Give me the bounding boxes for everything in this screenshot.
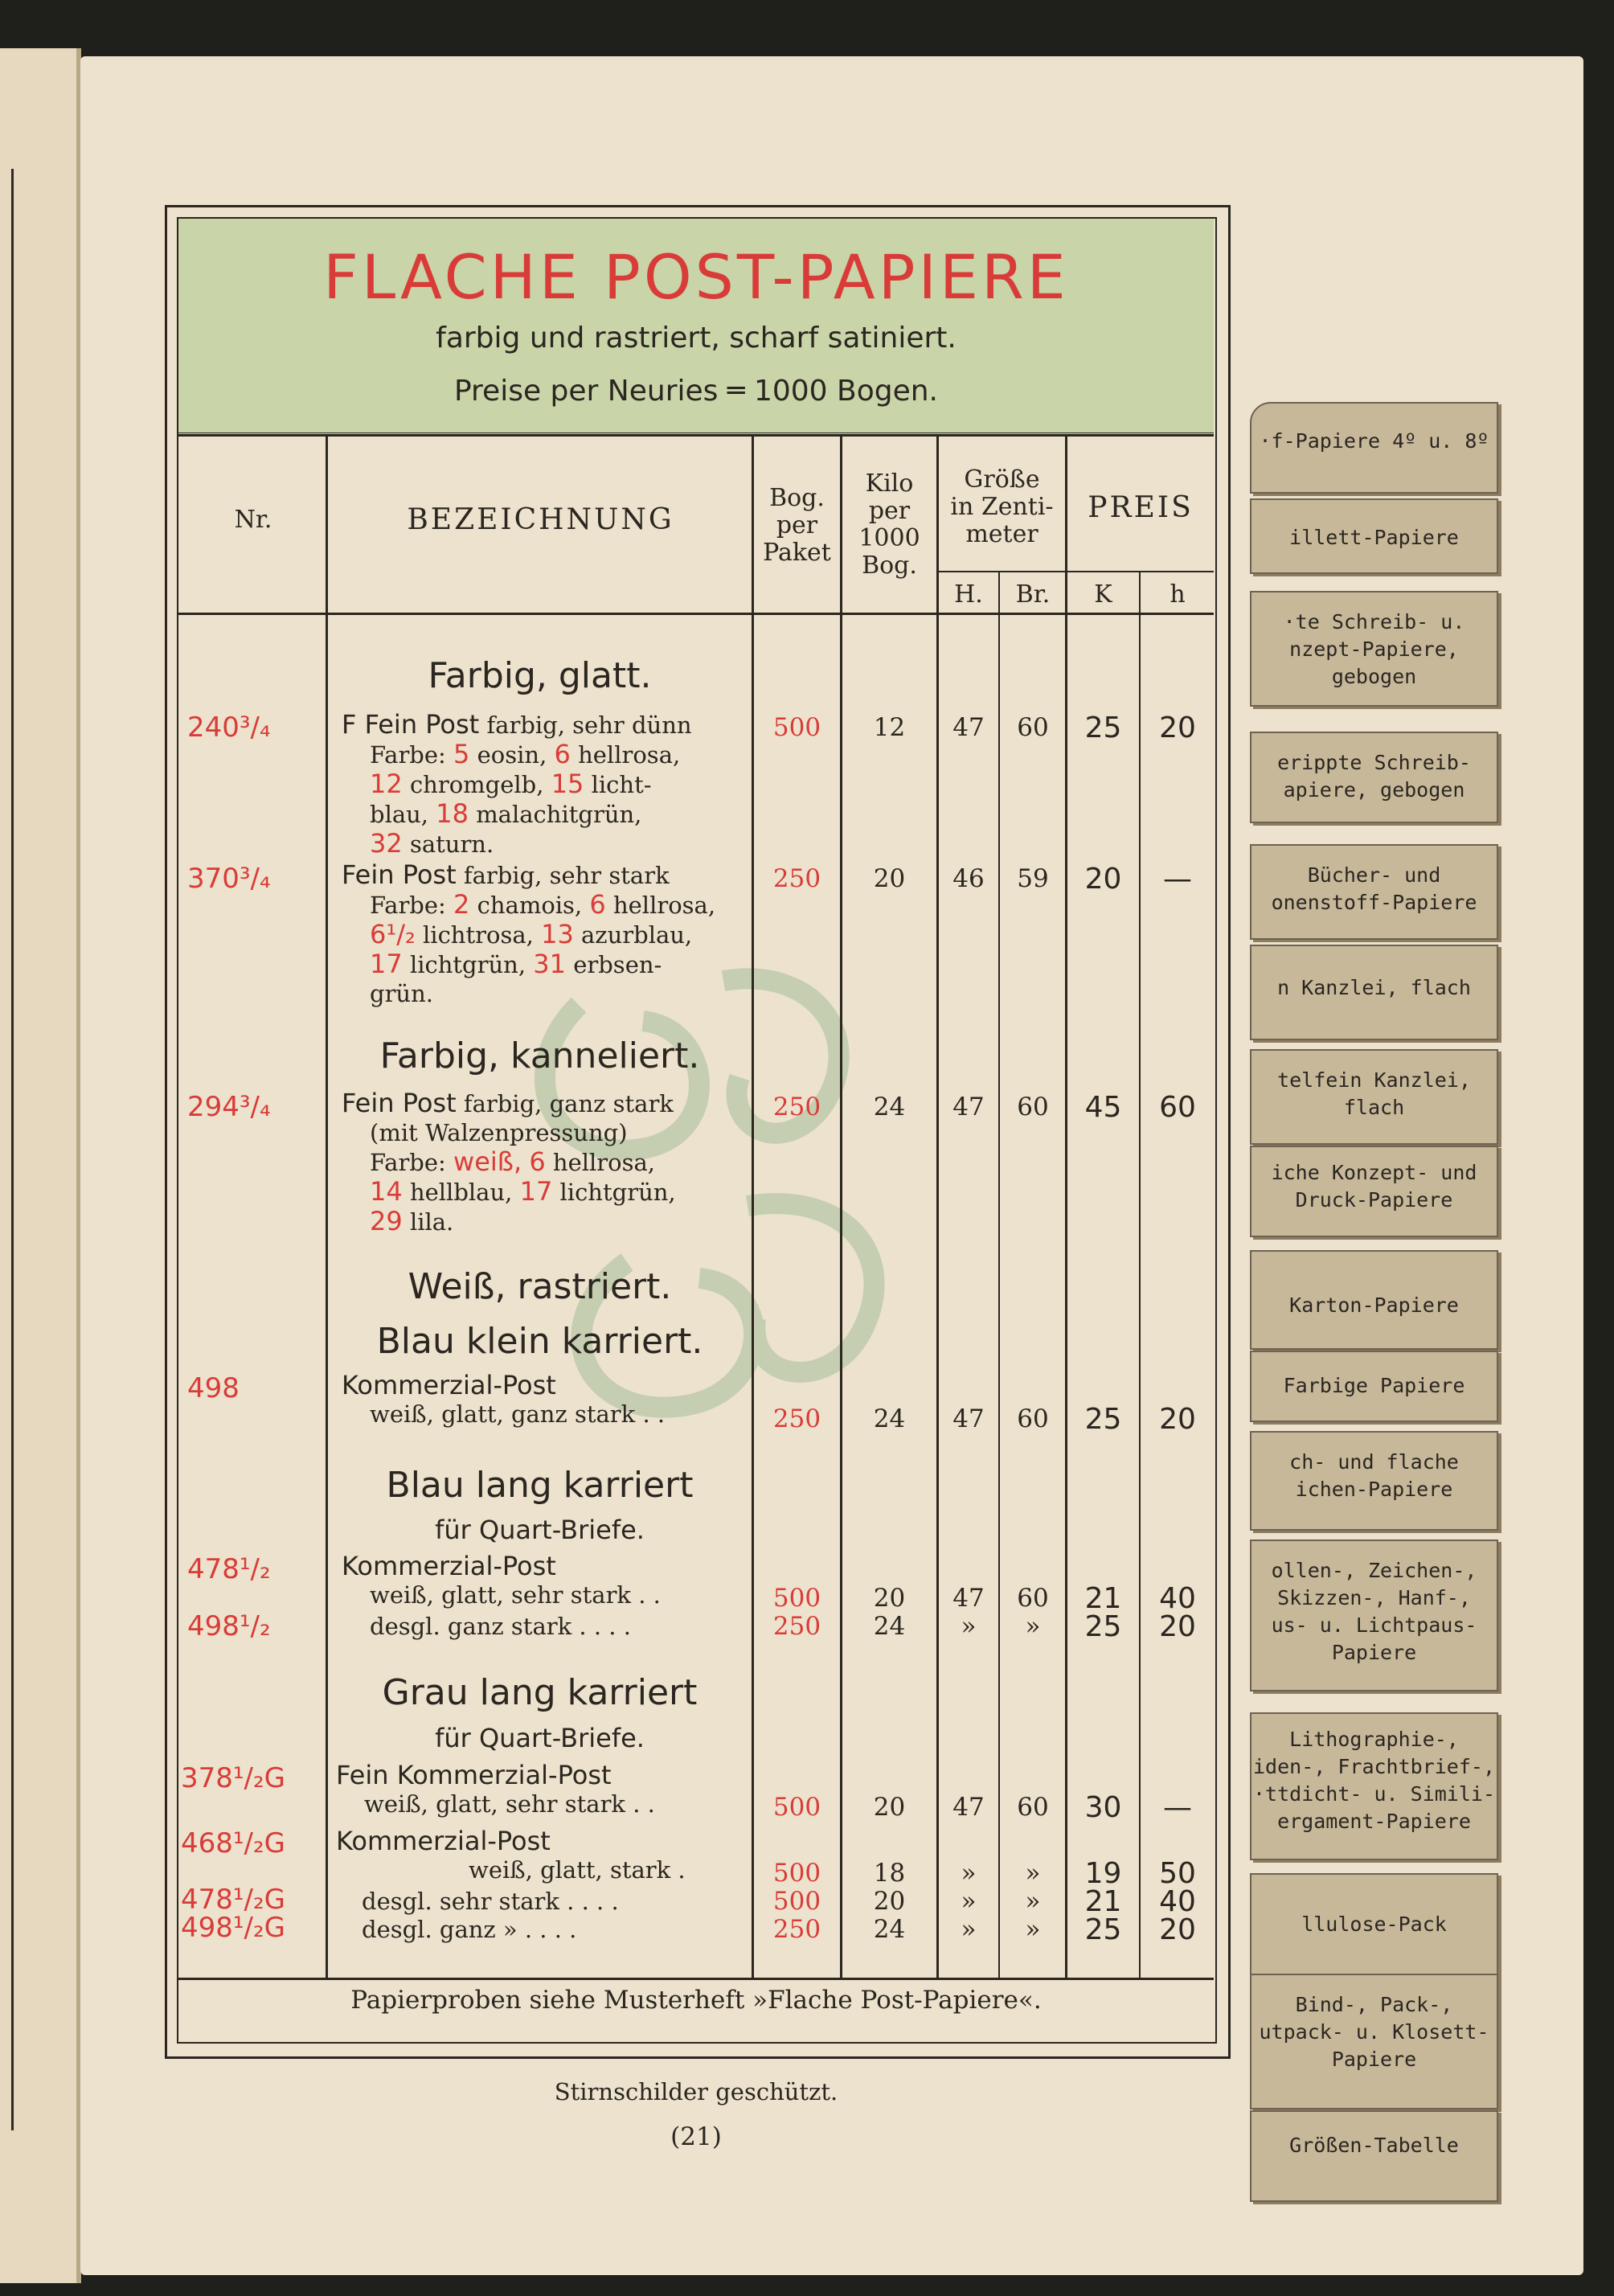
color-code: 14 bbox=[370, 1176, 403, 1207]
tab-label: us- u. Lichtpaus- bbox=[1271, 1613, 1477, 1637]
tab-label: Papiere bbox=[1331, 1641, 1417, 1664]
footer-note: Papierproben siehe Musterheft »Flache Post-Papiere«. bbox=[350, 1986, 1042, 2015]
cell-kilo: 24 bbox=[873, 1612, 906, 1641]
cell-br: 60 bbox=[1017, 1584, 1049, 1613]
color-code: 2 bbox=[453, 889, 470, 920]
cell-h: 47 bbox=[952, 1404, 985, 1433]
cell-br: » bbox=[1025, 1859, 1041, 1888]
cell-br: » bbox=[1025, 1887, 1041, 1916]
tab-label: ichen-Papiere bbox=[1295, 1478, 1453, 1501]
color-code: 31 bbox=[533, 949, 566, 979]
row-description bbox=[342, 1371, 748, 1429]
tab-label: Farbige Papiere bbox=[1283, 1374, 1465, 1397]
col-header-groesse-1: Größe bbox=[964, 465, 1040, 494]
cell-h: 47 bbox=[952, 1793, 985, 1822]
color-name: grün. bbox=[370, 980, 433, 1007]
col-header-kilo-2: per bbox=[868, 497, 911, 525]
row-nr: 498¹/₂ bbox=[187, 1610, 271, 1642]
tab-label: utpack- u. Klosett- bbox=[1259, 2020, 1489, 2044]
tab-farbige-papiere[interactable] bbox=[1250, 1351, 1498, 1422]
tab-buecher-papiere[interactable] bbox=[1250, 844, 1498, 940]
cell-bog: 500 bbox=[772, 1584, 821, 1613]
section-title: Grau lang karriert bbox=[382, 1672, 698, 1713]
col-header-bog-3: Paket bbox=[763, 539, 831, 567]
section-subtitle: für Quart-Briefe. bbox=[435, 1515, 645, 1545]
row-nr: 240³/₄ bbox=[187, 711, 271, 744]
left-page-frame bbox=[0, 169, 14, 2130]
color-name: chromgelb, bbox=[409, 771, 544, 798]
cell-k: 25 bbox=[1084, 1913, 1122, 1946]
product-desc: farbig, sehr stark bbox=[463, 862, 670, 889]
product-name: F Fein Post bbox=[342, 709, 480, 740]
tab-label: Papiere bbox=[1331, 2048, 1417, 2071]
cell-br: » bbox=[1025, 1612, 1041, 1641]
tab-billett-papiere[interactable] bbox=[1250, 498, 1498, 574]
tab-label: flach bbox=[1343, 1096, 1405, 1119]
row-nr: 478¹/₂G bbox=[181, 1884, 285, 1916]
col-divider-4 bbox=[936, 436, 939, 1978]
row-nr: 498¹/₂G bbox=[181, 1912, 285, 1944]
col-header-bog-1: Bog. bbox=[769, 484, 825, 512]
tab-label: n Kanzlei, flach bbox=[1277, 976, 1471, 999]
cell-bog: 250 bbox=[772, 1915, 821, 1944]
section-title: Farbig, kanneliert. bbox=[379, 1035, 700, 1076]
tab-label: onenstoff-Papiere bbox=[1271, 891, 1477, 914]
col-divider-5 bbox=[1065, 436, 1067, 1978]
color-code: 5 bbox=[453, 739, 470, 769]
cell-hh: — bbox=[1163, 863, 1192, 896]
col-header-kilo-1: Kilo bbox=[865, 469, 914, 498]
cell-bog: 500 bbox=[772, 713, 821, 742]
row-nr: 378¹/₂G bbox=[181, 1762, 285, 1794]
product-name: Fein Post bbox=[342, 1088, 457, 1118]
col-divider-kh bbox=[1139, 572, 1141, 1978]
cell-h: » bbox=[961, 1612, 977, 1641]
cell-hh: 20 bbox=[1159, 1610, 1196, 1643]
tab-label: Bind-, Pack-, bbox=[1295, 1993, 1453, 2016]
cell-k: 21 bbox=[1084, 1582, 1122, 1615]
cell-k: 25 bbox=[1084, 1403, 1122, 1436]
cell-h: » bbox=[961, 1915, 977, 1944]
tab-label: Skizzen-, Hanf-, bbox=[1277, 1586, 1471, 1609]
product-desc: weiß, glatt, sehr stark . . bbox=[364, 1790, 655, 1818]
cell-kilo: 24 bbox=[873, 1404, 906, 1433]
product-name: Kommerzial-Post bbox=[342, 1370, 556, 1400]
cell-hh: 40 bbox=[1159, 1582, 1196, 1615]
header-rule-bottom bbox=[178, 613, 1214, 615]
cell-k: 20 bbox=[1084, 863, 1122, 896]
color-name: hellrosa, bbox=[578, 741, 681, 769]
color-name: lichtgrün, bbox=[409, 951, 526, 978]
cell-br: 60 bbox=[1017, 1404, 1049, 1433]
color-name: lichtrosa, bbox=[423, 921, 534, 949]
cell-kilo: 20 bbox=[873, 1584, 906, 1613]
color-code: 6 bbox=[589, 889, 606, 920]
cell-kilo: 20 bbox=[873, 864, 906, 893]
cell-br: 60 bbox=[1017, 1093, 1049, 1121]
section-title: Blau klein karriert. bbox=[376, 1321, 703, 1362]
cell-bog: 500 bbox=[772, 1859, 821, 1888]
color-name: erbsen- bbox=[573, 951, 662, 978]
cell-bog: 250 bbox=[772, 1612, 821, 1641]
tab-label: Lithographie-, bbox=[1289, 1728, 1459, 1751]
cell-hh: 40 bbox=[1159, 1885, 1196, 1918]
product-name: Kommerzial-Post bbox=[342, 1551, 556, 1581]
farbe-label: Farbe: bbox=[370, 892, 446, 919]
color-name: hellrosa, bbox=[552, 1149, 656, 1176]
tab-label: ch- und flache bbox=[1289, 1450, 1459, 1474]
tab-label: Druck-Papiere bbox=[1295, 1188, 1453, 1212]
tab-label: telfein Kanzlei, bbox=[1277, 1068, 1471, 1092]
cell-hh: 20 bbox=[1159, 1403, 1196, 1436]
col-divider-3 bbox=[840, 436, 842, 1978]
cell-k: 30 bbox=[1084, 1791, 1122, 1824]
product-desc-2: (mit Walzenpressung) bbox=[370, 1119, 628, 1146]
cell-hh: — bbox=[1163, 1791, 1192, 1824]
tab-label: ·te Schreib- u. bbox=[1283, 610, 1465, 633]
farbe-label: Farbe: bbox=[370, 741, 446, 769]
row-description bbox=[336, 1827, 748, 1884]
color-name: eosin, bbox=[477, 741, 547, 769]
cell-k: 45 bbox=[1084, 1091, 1122, 1124]
cell-kilo: 18 bbox=[873, 1859, 906, 1888]
tab-konzept-druck-papiere[interactable] bbox=[1250, 1146, 1498, 1237]
product-desc: farbig, sehr dünn bbox=[486, 711, 692, 739]
color-name: lila. bbox=[409, 1208, 454, 1236]
col-header-bog bbox=[754, 485, 840, 567]
tab-label: Bücher- und bbox=[1307, 863, 1441, 887]
color-code: 6¹/₂ bbox=[370, 919, 416, 949]
cell-k: 25 bbox=[1084, 711, 1122, 744]
tab-mittelfein-kanzlei[interactable] bbox=[1250, 1049, 1498, 1145]
section-title: Farbig, glatt. bbox=[428, 655, 652, 696]
col-header-bezeichnung: BEZEICHNUNG bbox=[407, 503, 674, 536]
page-title: FLACHE POST-PAPIERE bbox=[323, 241, 1069, 313]
col-header-kilo-3: 1000 bbox=[858, 524, 920, 552]
tab-schreib-papiere[interactable] bbox=[1250, 402, 1498, 494]
product-desc: weiß, glatt, ganz stark . . bbox=[370, 1400, 666, 1428]
product-desc: farbig, ganz stark bbox=[463, 1090, 674, 1117]
tab-label: nzept-Papiere, bbox=[1289, 638, 1459, 661]
col-header-kilo-4: Bog. bbox=[862, 551, 917, 580]
product-name: Fein Kommerzial-Post bbox=[336, 1760, 612, 1790]
col-header-kilo bbox=[842, 470, 936, 580]
color-name: hellblau, bbox=[409, 1179, 513, 1206]
cell-kilo: 20 bbox=[873, 1793, 906, 1822]
tab-label: Größen-Tabelle bbox=[1289, 2134, 1459, 2157]
row-description bbox=[342, 710, 748, 859]
color-name: lichtgrün, bbox=[559, 1179, 676, 1206]
color-code: 6 bbox=[529, 1146, 546, 1177]
cell-kilo: 12 bbox=[873, 713, 906, 742]
cell-k: 25 bbox=[1084, 1610, 1122, 1643]
col-header-h: H. bbox=[954, 580, 983, 609]
col-divider-2 bbox=[752, 436, 754, 1978]
row-description bbox=[342, 1552, 748, 1609]
tab-label: ·ttdicht- u. Simili- bbox=[1252, 1782, 1496, 1806]
color-code: 29 bbox=[370, 1206, 403, 1236]
cell-bog: 500 bbox=[772, 1793, 821, 1822]
cell-br: 60 bbox=[1017, 1793, 1049, 1822]
col-header-bog-2: per bbox=[776, 511, 818, 539]
table-rule-bottom bbox=[178, 1978, 1214, 1980]
tab-label: ollen-, Zeichen-, bbox=[1271, 1559, 1477, 1582]
color-name: saturn. bbox=[409, 830, 494, 858]
cell-kilo: 20 bbox=[873, 1887, 906, 1916]
tab-karton-papiere[interactable] bbox=[1250, 1250, 1498, 1350]
color-code: 32 bbox=[370, 828, 403, 859]
tab-label: ergament-Papiere bbox=[1277, 1810, 1471, 1833]
cell-hh: 50 bbox=[1159, 1857, 1196, 1890]
cell-br: 59 bbox=[1017, 864, 1049, 893]
row-nr: 498 bbox=[187, 1372, 240, 1404]
cell-bog: 250 bbox=[772, 864, 821, 893]
row-nr: 478¹/₂ bbox=[187, 1553, 271, 1585]
subtitle: farbig und rastriert, scharf satiniert. bbox=[436, 322, 957, 355]
cell-bog: 250 bbox=[772, 1404, 821, 1433]
color-name: licht- bbox=[591, 771, 652, 798]
tab-label: erippte Schreib- bbox=[1277, 751, 1471, 774]
col-header-groesse-3: meter bbox=[965, 520, 1038, 548]
cell-br: 60 bbox=[1017, 713, 1049, 742]
color-code: 15 bbox=[551, 769, 584, 799]
cell-k: 19 bbox=[1084, 1857, 1122, 1890]
tab-label: illett-Papiere bbox=[1289, 526, 1459, 549]
tab-label: Karton-Papiere bbox=[1289, 1294, 1459, 1317]
color-code: 6 bbox=[554, 739, 571, 769]
cell-hh: 20 bbox=[1159, 711, 1196, 744]
section-title: Weiß, rastriert. bbox=[408, 1266, 672, 1307]
tab-label: gebogen bbox=[1331, 665, 1417, 688]
cell-kilo: 24 bbox=[873, 1093, 906, 1121]
cell-kilo: 24 bbox=[873, 1915, 906, 1944]
cell-h: 47 bbox=[952, 1093, 985, 1121]
color-code: 18 bbox=[436, 798, 469, 829]
farbe-label: Farbe: bbox=[370, 1149, 446, 1176]
col-divider-hbr bbox=[998, 572, 1000, 1978]
cell-bog: 250 bbox=[772, 1093, 821, 1121]
row-nr: 468¹/₂G bbox=[181, 1827, 285, 1859]
product-desc: desgl. ganz » . . . . bbox=[362, 1916, 577, 1943]
tab-konzept-papiere-gebogen[interactable] bbox=[1250, 591, 1498, 707]
tab-lithographie-papiere[interactable] bbox=[1250, 1712, 1498, 1860]
color-name: hellrosa, bbox=[612, 892, 716, 919]
tab-groessen-tabelle[interactable] bbox=[1250, 2110, 1498, 2202]
color-name: blau, bbox=[370, 801, 429, 828]
cell-hh: 60 bbox=[1159, 1091, 1196, 1124]
cell-h: » bbox=[961, 1887, 977, 1916]
product-desc: desgl. sehr stark . . . . bbox=[362, 1888, 619, 1915]
row-description bbox=[336, 1761, 748, 1818]
product-desc: weiß, glatt, sehr stark . . bbox=[370, 1581, 661, 1609]
tab-bind-pack-papiere[interactable] bbox=[1250, 1974, 1498, 2109]
price-note: Preise per Neuries ═ 1000 Bogen. bbox=[453, 375, 939, 408]
color-code: 17 bbox=[519, 1176, 553, 1207]
tab-rollen-zeichen-papiere[interactable] bbox=[1250, 1540, 1498, 1691]
stirnschilder-note: Stirnschilder geschützt. bbox=[554, 2078, 838, 2105]
tab-zeichen-papiere[interactable] bbox=[1250, 1431, 1498, 1531]
col-header-groesse-2: in Zenti- bbox=[950, 493, 1054, 521]
page-number: (21) bbox=[670, 2122, 722, 2151]
color-name: azurblau, bbox=[581, 921, 693, 949]
cell-hh: 20 bbox=[1159, 1913, 1196, 1946]
product-name: Kommerzial-Post bbox=[336, 1826, 551, 1856]
col-header-br: Br. bbox=[1015, 580, 1051, 609]
color-code: 17 bbox=[370, 949, 403, 979]
col-header-preis: PREIS bbox=[1088, 491, 1194, 524]
color-code: weiß, bbox=[453, 1146, 522, 1177]
section-subtitle: für Quart-Briefe. bbox=[435, 1723, 645, 1753]
cell-h: » bbox=[961, 1859, 977, 1888]
tab-label: iche Konzept- und bbox=[1271, 1161, 1477, 1184]
cell-bog: 500 bbox=[772, 1887, 821, 1916]
header-rule-top bbox=[178, 434, 1214, 437]
row-nr: 370³/₄ bbox=[187, 863, 271, 895]
row-nr: 294³/₄ bbox=[187, 1091, 271, 1123]
tab-label: llulose-Pack bbox=[1301, 1913, 1447, 1936]
cell-h: 47 bbox=[952, 713, 985, 742]
product-desc: desgl. ganz stark . . . . bbox=[370, 1613, 631, 1640]
col-header-nr: Nr. bbox=[234, 506, 272, 534]
cell-h: 47 bbox=[952, 1584, 985, 1613]
tab-label: apiere, gebogen bbox=[1283, 778, 1465, 802]
product-name: Fein Post bbox=[342, 859, 457, 890]
color-code: 13 bbox=[541, 919, 574, 949]
col-header-hh: h bbox=[1170, 580, 1186, 609]
product-desc: weiß, glatt, stark . bbox=[469, 1856, 686, 1884]
cell-h: 46 bbox=[952, 864, 985, 893]
col-header-k: K bbox=[1094, 580, 1112, 609]
tab-gerippte-papiere[interactable] bbox=[1250, 732, 1498, 823]
tab-label: ·f-Papiere 4º u. 8º bbox=[1259, 429, 1489, 453]
tab-label: iden-, Frachtbrief-, bbox=[1252, 1755, 1496, 1778]
color-name: malachitgrün, bbox=[476, 801, 642, 828]
color-name: chamois, bbox=[477, 892, 583, 919]
cell-br: » bbox=[1025, 1915, 1041, 1944]
row-description bbox=[342, 1089, 748, 1236]
row-description bbox=[342, 860, 748, 1008]
col-header-groesse bbox=[939, 466, 1065, 548]
tab-kanzlei-flach[interactable] bbox=[1250, 945, 1498, 1040]
cell-k: 21 bbox=[1084, 1885, 1122, 1918]
color-code: 12 bbox=[370, 769, 403, 799]
section-title: Blau lang karriert bbox=[386, 1465, 694, 1506]
